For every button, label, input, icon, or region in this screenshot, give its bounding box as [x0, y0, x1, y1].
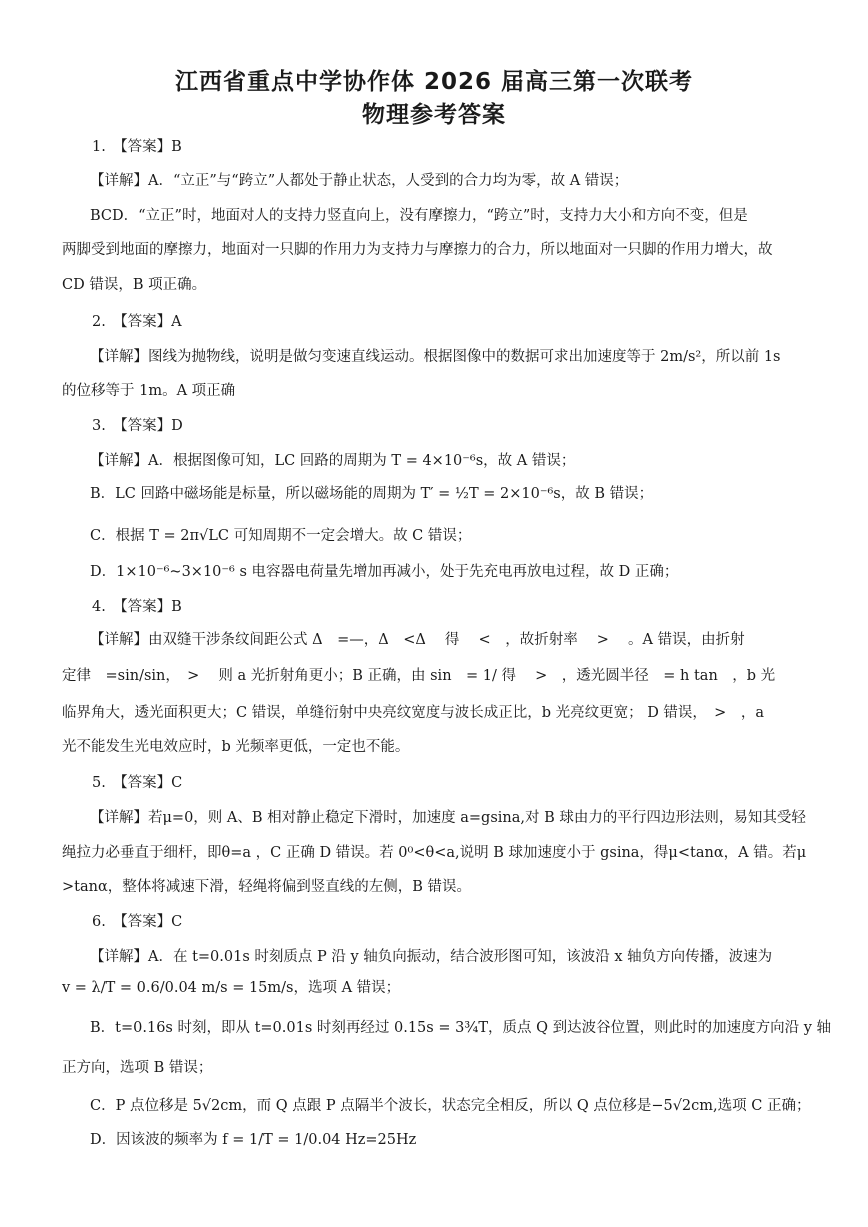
- detail-1-bcd: BCD．“立正”时，地面对人的支持力竖直向上，没有摩擦力，“跨立”时，支持力大小和方向不变，但是: [90, 208, 748, 224]
- page-subtitle: 物理参考答案: [362, 102, 506, 128]
- detail-4-4: 光不能发生光电效应时，b 光频率更低，一定也不能。: [62, 739, 410, 755]
- detail-5-2: 绳拉力必垂直于细杆，即θ=a ，C 正确 D 错误。若 0⁰<θ<a,说明 B 球加速度小于 gsina，得μ<tanα，A 错。若μ: [62, 845, 807, 861]
- detail-6-a-formula: v = λ/T = 0.6/0.04 m/s = 15m/s，选项 A 错误；: [62, 980, 401, 996]
- detail-6-a: 【详解】A．在 t=0.01s 时刻质点 P 沿 y 轴负向振动，结合波形图可知，该波沿 x 轴负方向传播，波速为: [90, 949, 773, 965]
- answer-5: 5. 【答案】C: [92, 775, 183, 791]
- answer-4: 4. 【答案】B: [92, 599, 182, 615]
- detail-3-a: 【详解】A．根据图像可知，LC 回路的周期为 T = 4×10⁻⁶s，故 A 错误；: [90, 453, 576, 469]
- answer-1: 1. 【答案】B: [92, 139, 182, 155]
- detail-5-1: 【详解】若μ=0，则 A、B 相对静止稳定下滑时，加速度 a=gsina,对 B 球由力的平行四边形法则，易知其受轻: [90, 810, 806, 826]
- detail-6-b: B．t=0.16s 时刻，即从 t=0.01s 时刻再经过 0.15s = 3¾T，质点 Q 到达波谷位置，则此时的加速度方向沿 y 轴: [90, 1020, 832, 1036]
- detail-6-d: D．因该波的频率为 f = 1/T = 1/0.04 Hz=25Hz: [90, 1132, 417, 1148]
- detail-1-a: 【详解】A．“立正”与“跨立”人都处于静止状态，人受到的合力均为零，故 A 错误；: [90, 173, 629, 189]
- detail-3-c: C．根据 T = 2π√LC 可知周期不一定会增大。故 C 错误；: [90, 528, 472, 544]
- detail-2: 【详解】图线为抛物线，说明是做匀变速直线运动。根据图像中的数据可求出加速度等于 2m/s²，所以前 1s: [90, 349, 781, 365]
- detail-1-cont: 两脚受到地面的摩擦力，地面对一只脚的作用力为支持力与摩擦力的合力，所以地面对一只脚的作用力增大，故: [62, 242, 773, 258]
- detail-4-3: 临界角大，透光面积更大；C 错误，单缝衍射中央亮纹宽度与波长成正比，b 光亮纹更宽； D 错误， > ，a: [62, 705, 764, 721]
- detail-4-2: 定律 =sin/sin， > 则 a 光折射角更小；B 正确，由 sin = 1/ 得 > ，透光圆半径 = h tan ，b 光: [62, 668, 776, 684]
- detail-1-end: CD 错误，B 项正确。: [62, 277, 207, 293]
- detail-6-b-end: 正方向，选项 B 错误；: [62, 1060, 213, 1076]
- detail-5-3: >tanα，整体将减速下滑，轻绳将偏到竖直线的左侧，B 错误。: [62, 879, 472, 895]
- answer-6: 6. 【答案】C: [92, 914, 183, 930]
- page-title: 江西省重点中学协作体 2026 届高三第一次联考: [174, 69, 694, 95]
- answer-3: 3. 【答案】D: [92, 418, 183, 434]
- answer-2: 2. 【答案】A: [92, 314, 182, 330]
- detail-2-end: 的位移等于 1m。A 项正确: [62, 383, 236, 399]
- detail-3-d: D．1×10⁻⁶~3×10⁻⁶ s 电容器电荷量先增加再减小，处于先充电再放电过程，故 D 正确；: [90, 564, 679, 580]
- detail-3-b: B．LC 回路中磁场能是标量，所以磁场能的周期为 T′ = ½T = 2×10⁻⁶s，故 B 错误；: [90, 486, 654, 502]
- detail-4-1: 【详解】由双缝干涉条纹间距公式 Δ =—，Δ <Δ 得 < ，故折射率 > 。A 错误，由折射: [90, 632, 745, 648]
- detail-6-c: C．P 点位移是 5√2cm，而 Q 点跟 P 点隔半个波长，状态完全相反，所以 Q 点位移是−5√2cm,选项 C 正确；: [90, 1098, 811, 1114]
